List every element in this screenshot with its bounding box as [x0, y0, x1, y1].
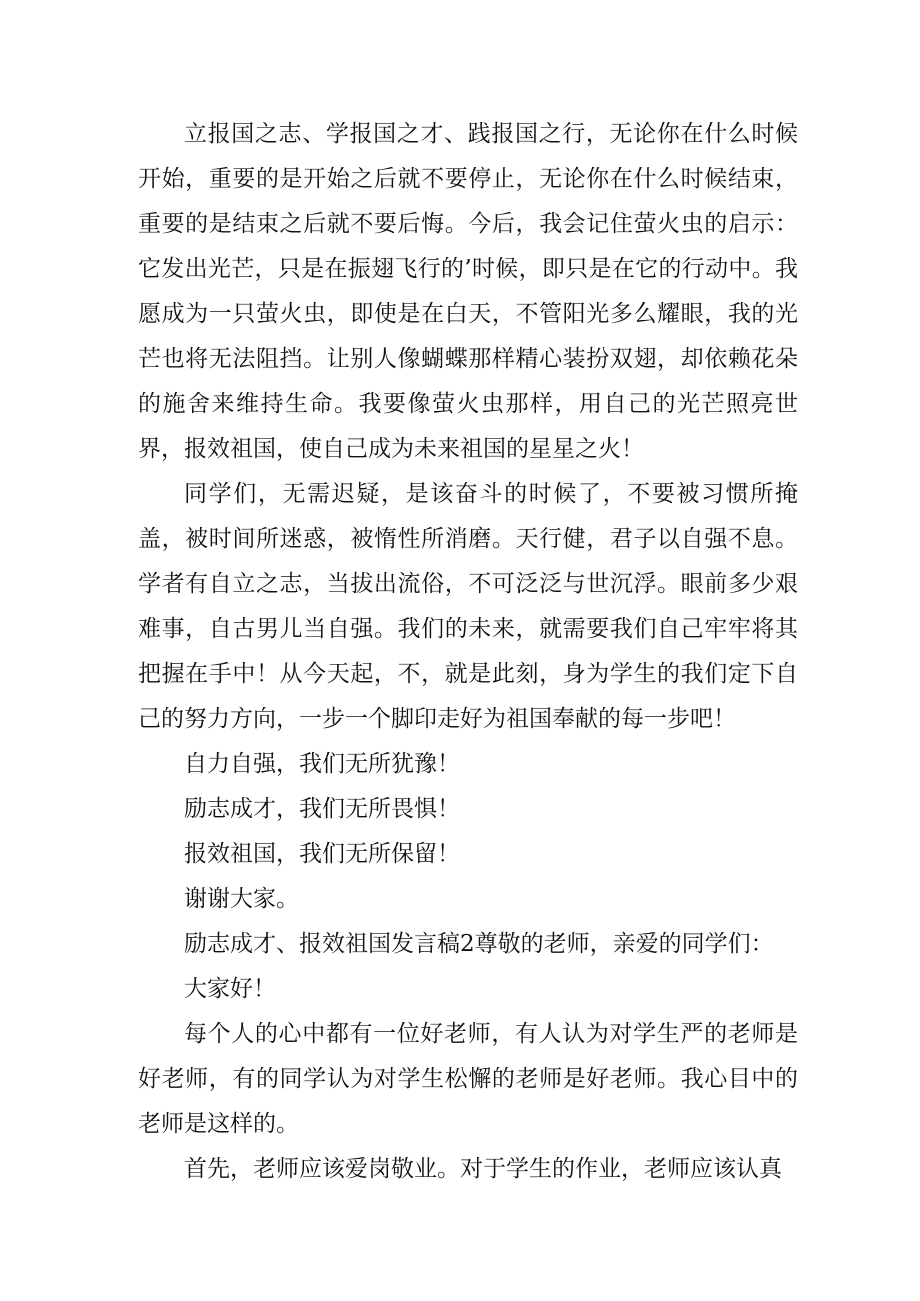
paragraph: 励志成才，我们无所畏惧！	[184, 796, 460, 822]
paragraph: 大家好！	[184, 976, 276, 1002]
paragraph: 谢谢大家。	[184, 886, 299, 912]
paragraph: 立报国之志、学报国之才、践报国之行，无论你在什么时候开始，重要的是开始之后就不要停止，无论你在什么时候结束，重要的是结束之后就不要后悔。今后，我会记住萤火虫的启示：它发出光芒，只是在振翅飞行的’时候，即只是在它的行动中。我愿成为一只萤火虫，即使是在白天，不管阳光多么耀眼，我的光芒也将无法阻挡。让别人像蝴蝶那样精心装扮双翅，却依赖花朵的施舍来维持生命。我要像萤火虫那样，用自己的光芒照亮世界，报效祖国，使自己成为未来祖国的星星之火！	[138, 121, 798, 462]
paragraph: 励志成才、报效祖国发言稿2尊敬的老师，亲爱的同学们：	[184, 931, 774, 957]
paragraph: 每个人的心中都有一位好老师，有人认为对学生严的老师是好老师，有的同学认为对学生松懈的老师是好老师。我心目中的老师是这样的。	[138, 1021, 798, 1137]
paragraph: 同学们，无需迟疑，是该奋斗的时候了，不要被习惯所掩盖，被时间所迷惑，被惰性所消磨。天行健，君子以自强不息。学者有自立之志，当拔出流俗，不可泛泛与世沉浮。眼前多少艰难事，自古男儿当自强。我们的未来，就需要我们自己牢牢将其把握在手中！从今天起，不，就是此刻，身为学生的我们定下自己的努力方向，一步一个脚印走好为祖国奉献的每一步吧！	[138, 481, 798, 732]
paragraph: 自力自强，我们无所犹豫！	[184, 751, 460, 777]
paragraph: 报效祖国，我们无所保留！	[184, 841, 460, 867]
paragraph: 首先，老师应该爱岗敬业。对于学生的作业，老师应该认真	[184, 1156, 782, 1182]
document-body	[138, 112, 798, 1192]
